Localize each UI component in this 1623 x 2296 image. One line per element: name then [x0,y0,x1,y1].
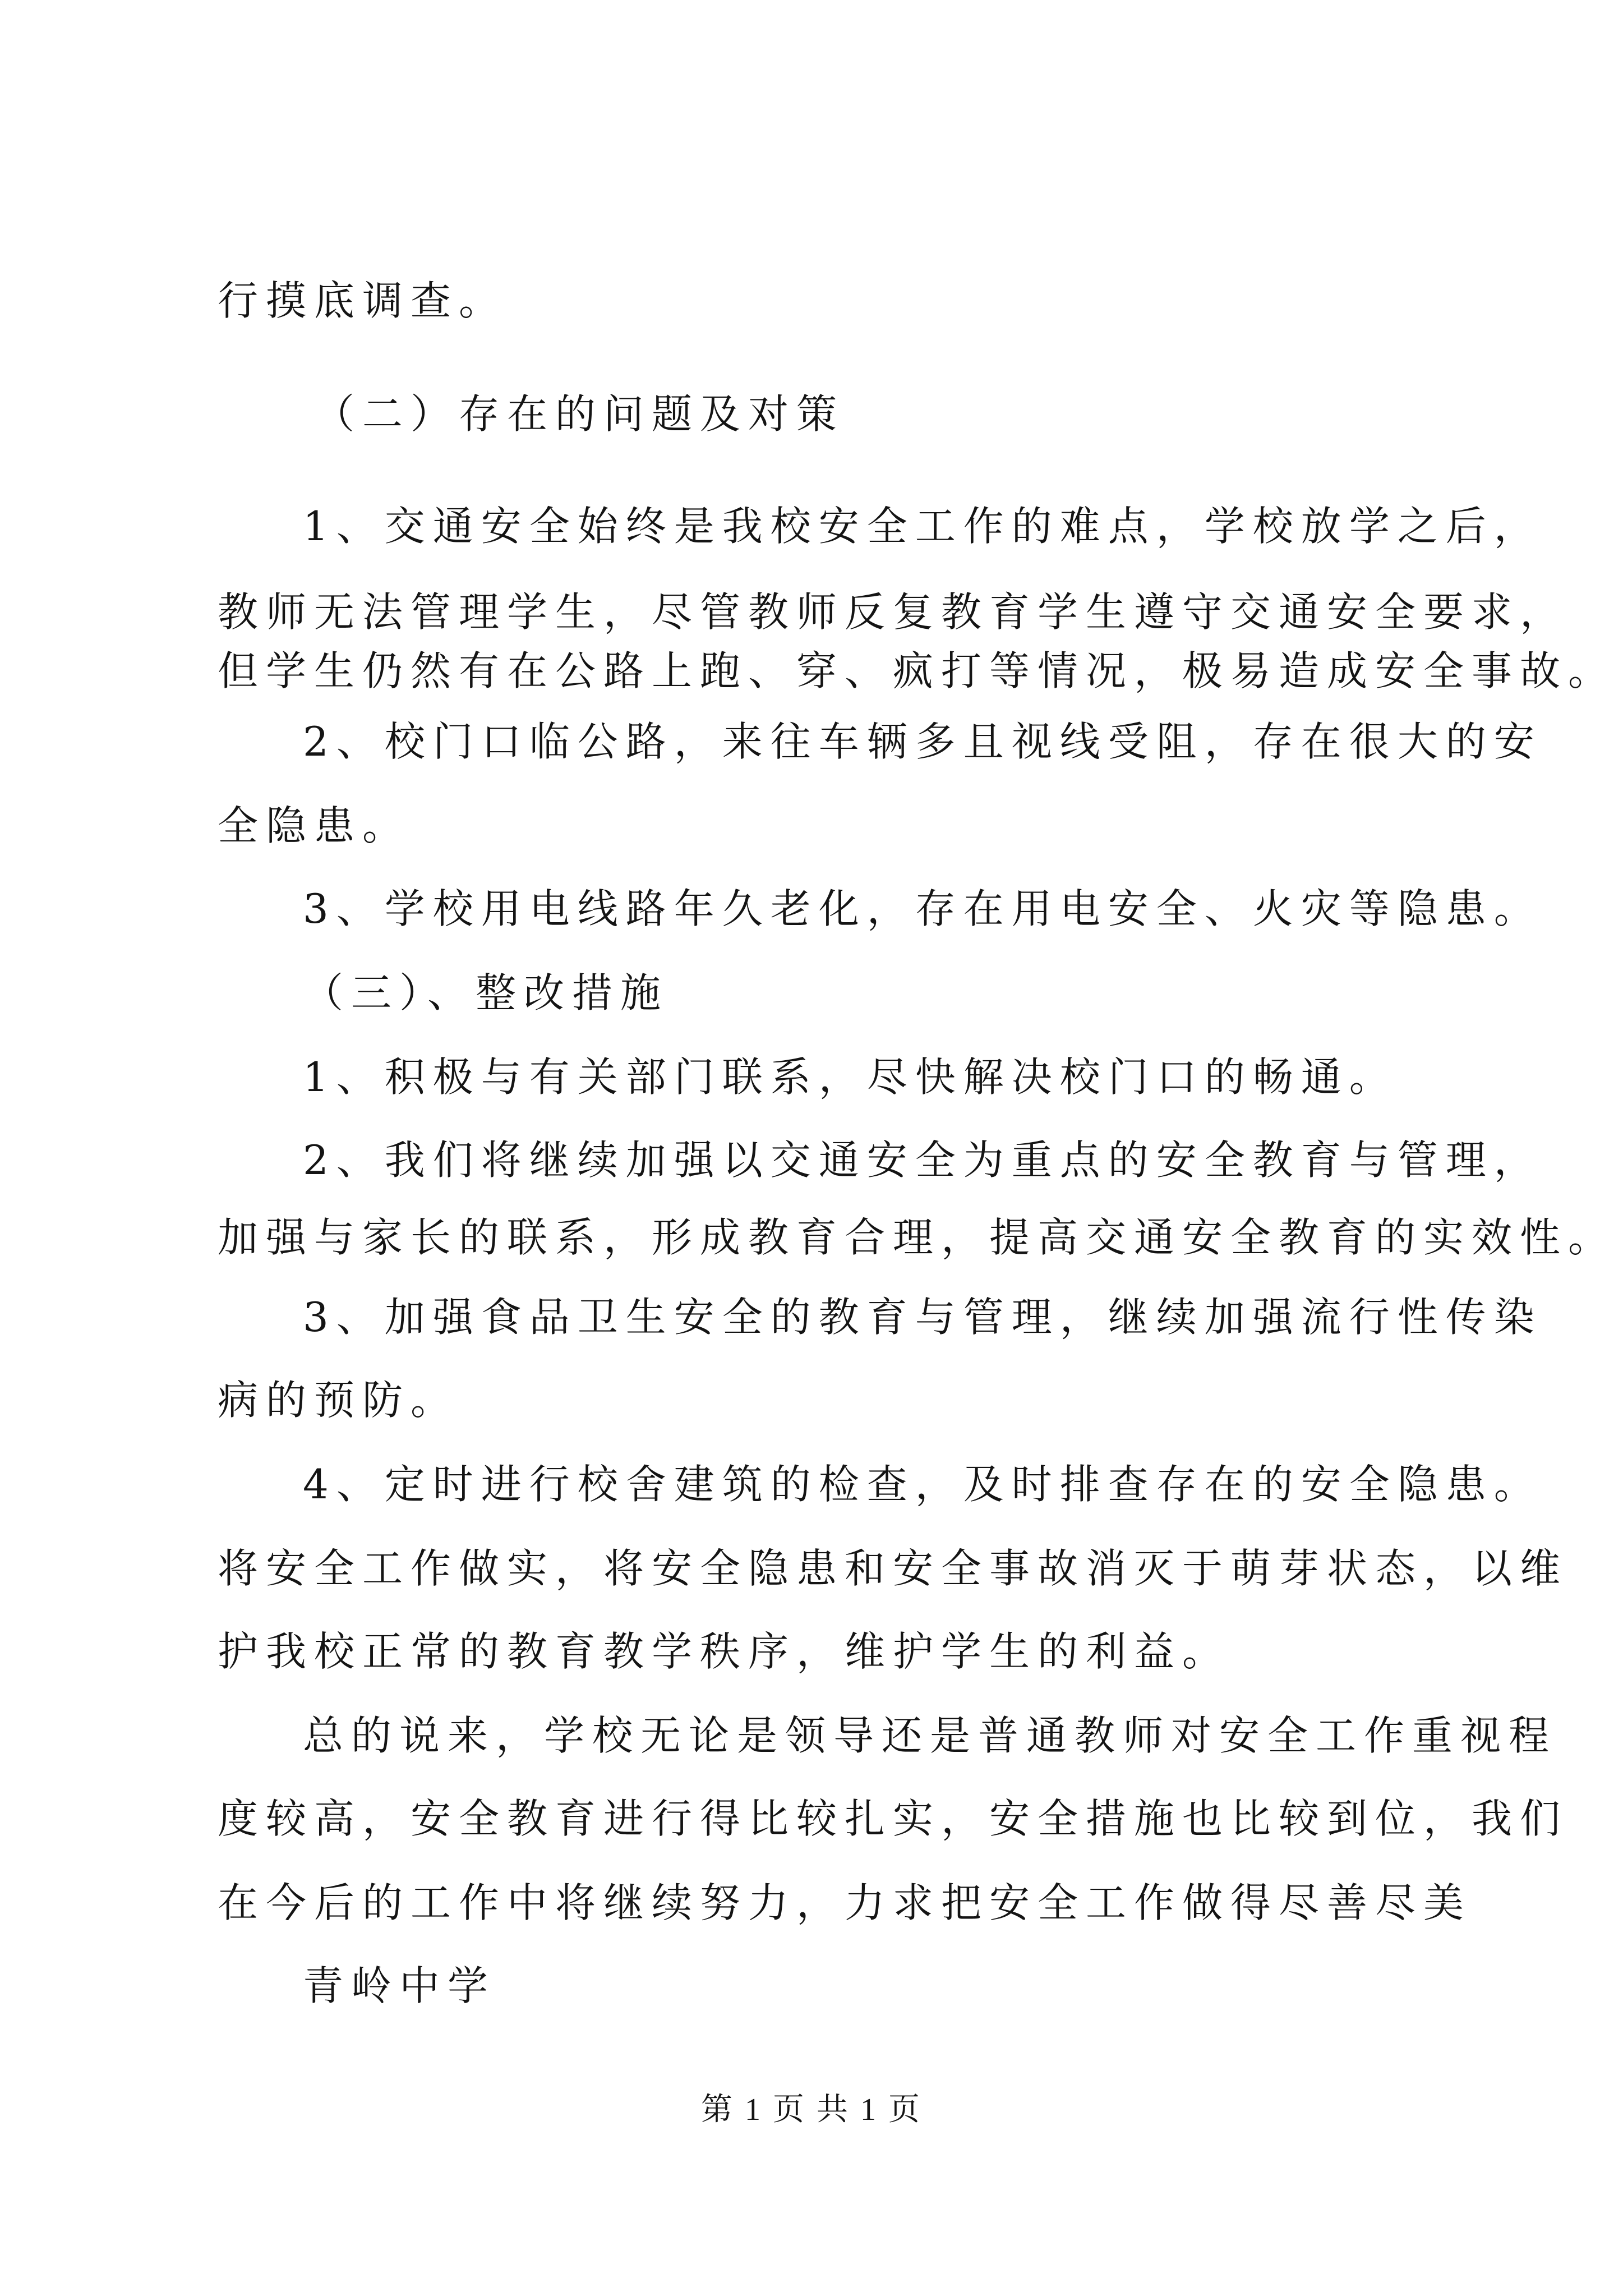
body-line: 教师无法管理学生，尽管教师反复教育学生遵守交通安全要求， [218,588,1569,636]
body-line: 行摸底调查。 [218,277,508,324]
section-heading: （二）存在的问题及对策 [314,390,845,438]
body-line: 4、定时进行校舍建筑的检查，及时排查存在的安全隐患。 [303,1461,1542,1508]
body-line: 病的预防。 [218,1377,459,1424]
page-footer: 第 1 页 共 1 页 [701,2092,922,2127]
body-line: 全隐患。 [218,802,411,849]
body-line: 1、积极与有关部门联系，尽快解决校门口的畅通。 [303,1053,1398,1101]
body-line: 在今后的工作中将继续努力，力求把安全工作做得尽善尽美 [218,1879,1472,1926]
section-heading: （三）、整改措施 [303,969,669,1016]
body-line: 2、我们将继续加强以交通安全为重点的安全教育与管理， [303,1137,1542,1184]
body-line: 将安全工作做实，将安全隐患和安全事故消灭于萌芽状态，以维 [218,1545,1569,1592]
body-line: 度较高，安全教育进行得比较扎实，安全措施也比较到位，我们 [218,1795,1569,1842]
body-line: 2、校门口临公路，来往车辆多且视线受阻，存在很大的安 [303,718,1542,765]
body-line: 3、学校用电线路年久老化，存在用电安全、火灾等隐患。 [303,885,1542,932]
body-line: 3、加强食品卫生安全的教育与管理，继续加强流行性传染 [303,1294,1542,1341]
body-line: 总的说来，学校无论是领导还是普通教师对安全工作重视程 [303,1712,1557,1759]
body-line: 护我校正常的教育教学秩序，维护学生的利益。 [218,1628,1231,1675]
signature-line: 青岭中学 [303,1962,496,2009]
body-line: 1、交通安全始终是我校安全工作的难点，学校放学之后， [303,503,1542,550]
body-line: 但学生仍然有在公路上跑、穿、疯打等情况，极易造成安全事故。 [218,647,1617,694]
body-line: 加强与家长的联系，形成教育合理，提高交通安全教育的实效性。 [218,1214,1617,1261]
